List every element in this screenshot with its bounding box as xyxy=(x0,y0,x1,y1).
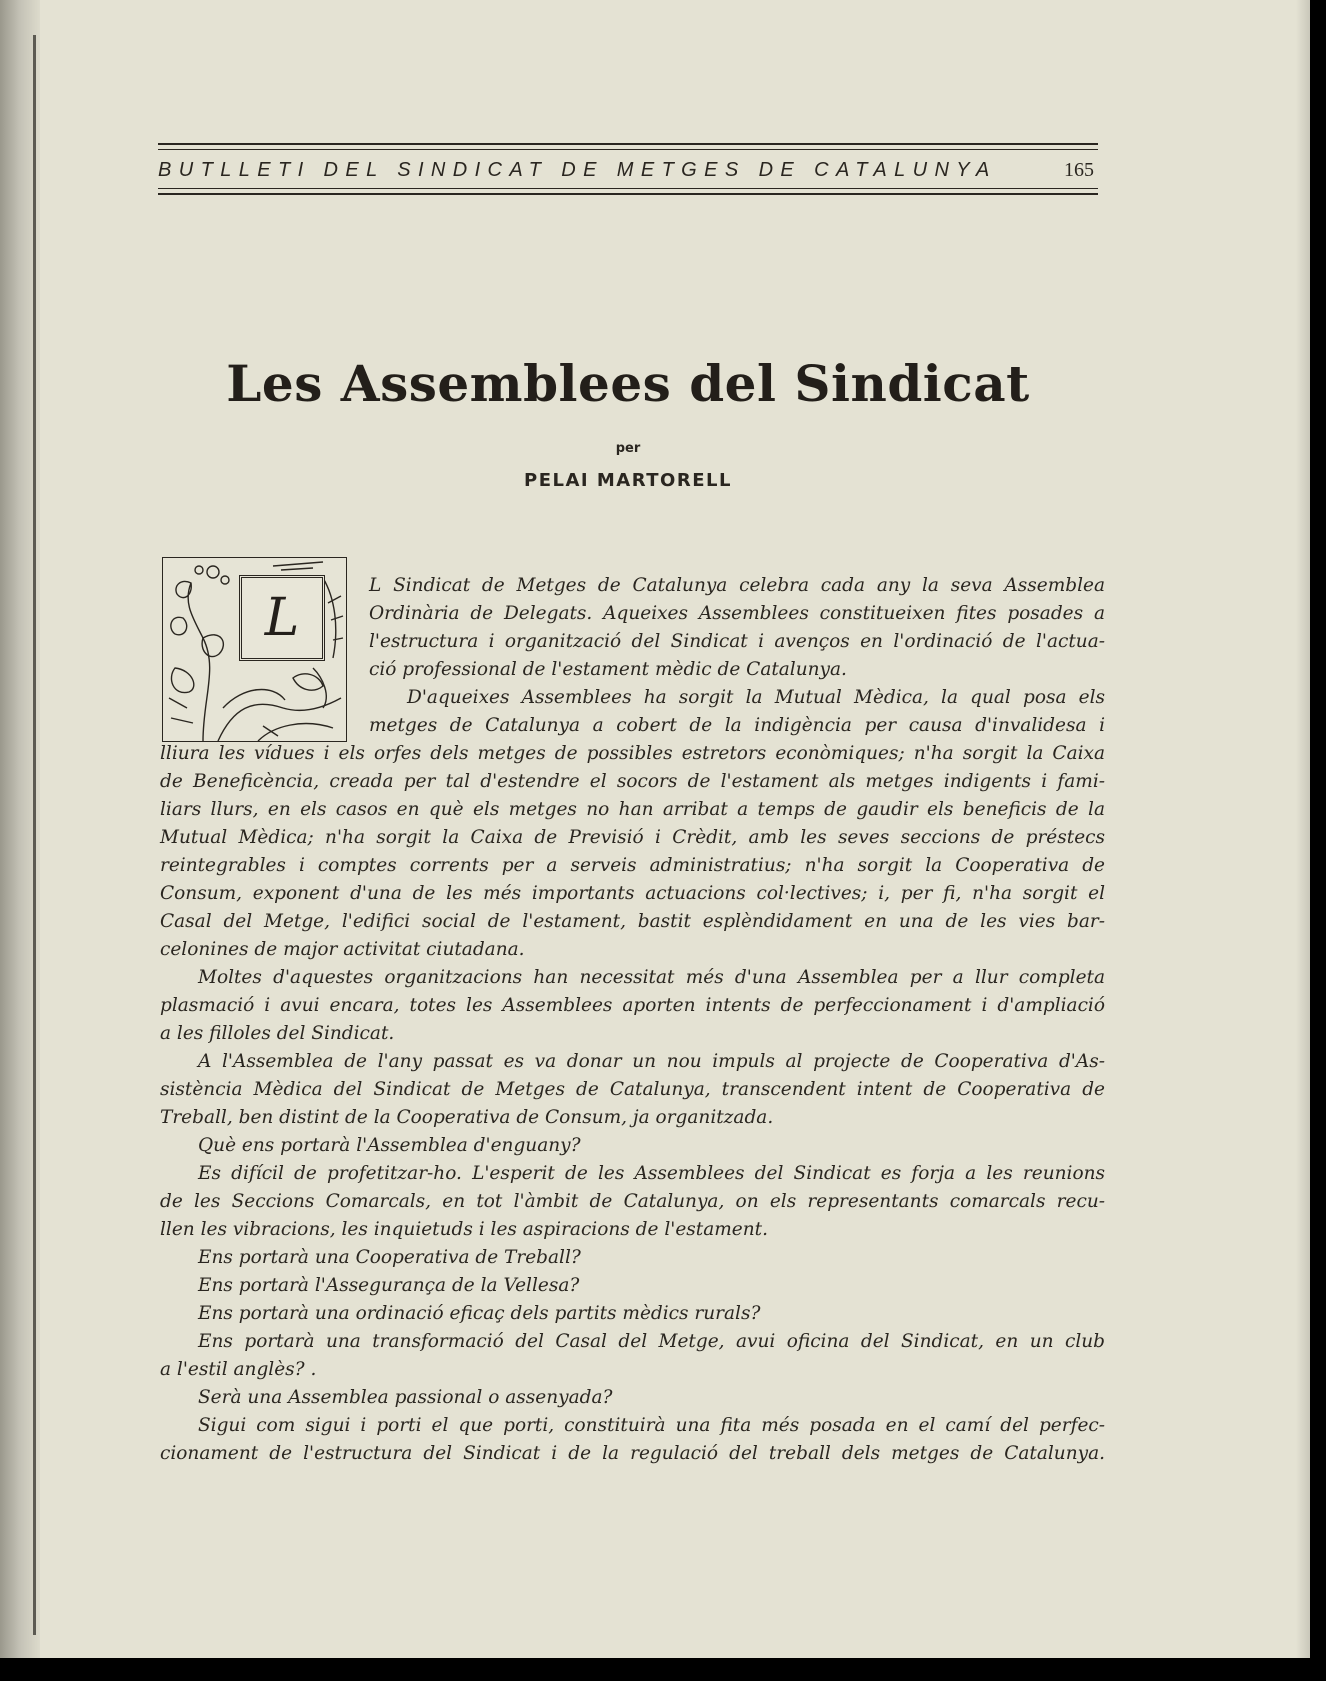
body-line: ció professional de l'estament mèdic de Catalunya. xyxy=(369,659,847,680)
decorated-initial xyxy=(162,557,347,742)
body-line: Ens portarà una Cooperativa de Treball? xyxy=(198,1247,581,1268)
body-line: a les filloles del Sindicat. xyxy=(160,1023,395,1044)
body-line: reintegrables i comptes corrents per a serveis administratius; n'ha sorgit la Cooperativa de xyxy=(160,855,1105,876)
body-line: Ens portarà una ordinació eficaç dels partits mèdics rurals? xyxy=(198,1303,761,1324)
body-line: plasmació i avui encara, totes les Assemblees aporten intents de perfeccionament i d'ampliació xyxy=(160,995,1105,1016)
header-rule-bottom xyxy=(158,193,1098,195)
header-rule-bottom-thin xyxy=(158,188,1098,189)
body-line: Treball, ben distint de la Cooperativa de Consum, ja organitzada. xyxy=(160,1107,774,1128)
page-edge xyxy=(1296,0,1310,1658)
body-line: a l'estil anglès? . xyxy=(160,1359,317,1380)
body-line: de les Seccions Comarcals, en tot l'àmbit de Catalunya, on els representants comarcals recu- xyxy=(160,1191,1105,1212)
byline-prefix: per xyxy=(615,441,641,456)
body-line: Serà una Assemblea passional o assenyada? xyxy=(198,1387,613,1408)
header-rule-top-thin xyxy=(158,149,1098,150)
body-line: Casal del Metge, l'edifici social de l'estament, bastit esplèndidament en una de les vies bar- xyxy=(160,911,1105,932)
body-line: Ens portarà una transformació del Casal del Metge, avui oficina del Sindicat, en un club xyxy=(198,1331,1105,1352)
body-line: L Sindicat de Metges de Catalunya celebra cada any la seva Assemblea xyxy=(369,575,1105,596)
body-line: metges de Catalunya a cobert de la indigència per causa d'invalidesa i xyxy=(369,715,1105,736)
body-line: de Beneficència, creada per tal d'estendre el socors de l'estament als metges indigents i fami- xyxy=(160,771,1105,792)
initial-letter: L xyxy=(264,588,300,648)
body-line: liars llurs, en els casos en què els metges no han arribat a temps de gaudir els beneficis de la xyxy=(160,799,1105,820)
body-line: Ens portarà l'Assegurança de la Vellesa? xyxy=(198,1275,580,1296)
body-line: Consum, exponent d'una de les més importants actuacions col·lectives; i, per fi, n'ha sorgit el xyxy=(160,883,1105,904)
body-line: Es difícil de profetitzar-ho. L'esperit de les Assemblees del Sindicat es forja a les reunions xyxy=(198,1163,1105,1184)
author-name: PELAI MARTORELL xyxy=(524,470,732,491)
body-line: l'estructura i organització del Sindicat i avenços en l'ordinació de l'actua- xyxy=(369,631,1105,652)
body-line: celonines de major activitat ciutadana. xyxy=(160,939,525,960)
body-line: Què ens portarà l'Assemblea d'enguany? xyxy=(198,1135,581,1156)
article-title: Les Assemblees del Sindicat xyxy=(226,354,1030,413)
body-line: D'aqueixes Assemblees ha sorgit la Mutual Mèdica, la qual posa els xyxy=(407,687,1105,708)
body-line: Moltes d'aquestes organitzacions han necessitat més d'una Assemblea per a llur completa xyxy=(198,967,1105,988)
body-line: Ordinària de Delegats. Aqueixes Assemblees constitueixen fites posades a xyxy=(369,603,1105,624)
body-line: cionament de l'estructura del Sindicat i de la regulació del treball dels metges de Catalunya. xyxy=(160,1443,1105,1464)
page-number: 165 xyxy=(1064,159,1094,181)
spine-edge xyxy=(33,35,36,1635)
body-line: Sigui com sigui i porti el que porti, constituirà una fita més posada en el camí del perfec- xyxy=(198,1415,1105,1436)
header-rule-top xyxy=(158,143,1098,145)
body-line: sistència Mèdica del Sindicat de Metges de Catalunya, transcendent intent de Cooperativa de xyxy=(160,1079,1105,1100)
body-line: Mutual Mèdica; n'ha sorgit la Caixa de Previsió i Crèdit, amb les seves seccions de préstecs xyxy=(160,827,1105,848)
body-line: A l'Assemblea de l'any passat es va donar un nou impuls al projecte de Cooperativa d'As- xyxy=(198,1051,1105,1072)
initial-frame xyxy=(239,575,325,661)
body-line: llen les vibracions, les inquietuds i les aspiracions de l'estament. xyxy=(160,1219,768,1240)
running-head: BUTLLETI DEL SINDICAT DE METGES DE CATALUNYA xyxy=(158,159,997,181)
body-line: lliura les vídues i els orfes dels metges de possibles estretors econòmiques; n'ha sorgit la Caixa xyxy=(160,743,1105,764)
